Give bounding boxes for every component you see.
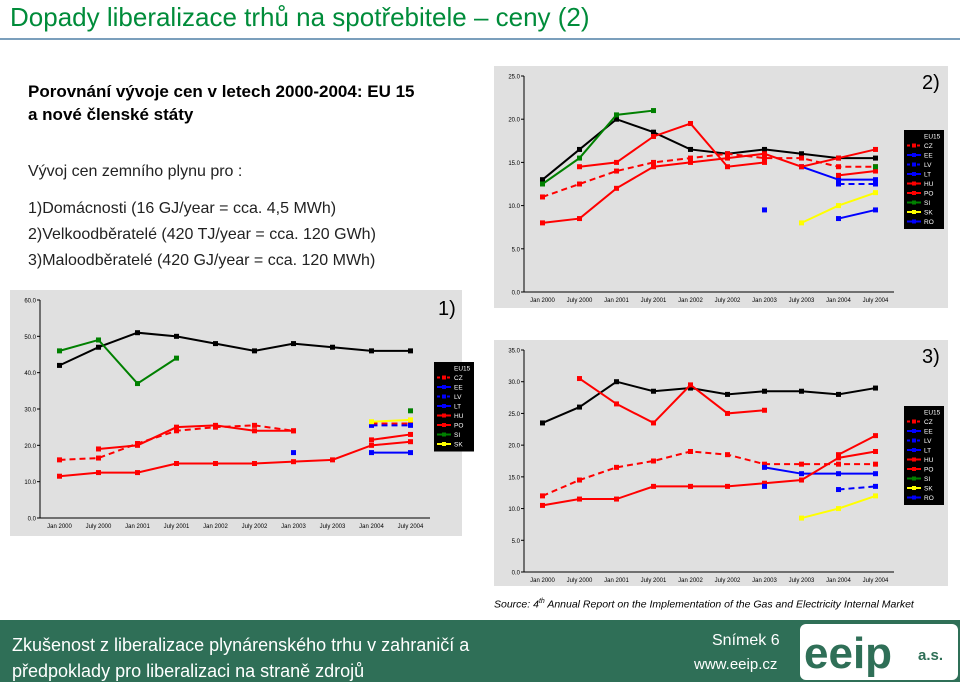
series-si-point [96, 337, 101, 342]
series-po-point [213, 423, 218, 428]
y-tick-label: 60.0 [24, 298, 36, 305]
legend-label-si: SI [454, 432, 461, 439]
legend-marker-ee [442, 385, 446, 389]
series-cz-point [540, 493, 545, 498]
series-eu15-point [762, 147, 767, 152]
series-ro-line [839, 210, 876, 219]
title-divider [0, 38, 960, 40]
series-si-point [57, 348, 62, 353]
x-tick-label: Jan 2000 [47, 524, 72, 530]
series-hu-point [873, 449, 878, 454]
legend-marker-ro [912, 496, 916, 500]
y-tick-label: 0.0 [27, 516, 36, 523]
chart-large-consumers [494, 66, 948, 308]
x-tick-label: Jan 2002 [678, 578, 703, 584]
legend-marker-sk [912, 486, 916, 490]
legend-label-sk: SK [924, 485, 933, 493]
series-hu-point [799, 478, 804, 483]
legend-marker-cz [912, 144, 916, 148]
x-tick-label: July 2001 [163, 524, 190, 530]
intro-text: Vývoj cen zemního plynu pro : [28, 163, 243, 180]
series-hu-point [213, 461, 218, 466]
legend-label-si: SI [924, 200, 931, 207]
series-eu15-point [369, 348, 374, 353]
series-po-point [725, 164, 730, 169]
series-sk [799, 493, 878, 520]
y-tick-label: 5.0 [511, 538, 520, 545]
chart-badge: 2) [922, 72, 940, 94]
series-po-point [577, 376, 582, 381]
x-tick-label: July 2000 [566, 578, 593, 584]
series-eu15-line [543, 119, 876, 179]
series-sk-point [799, 516, 804, 521]
x-tick-label: July 2000 [566, 298, 593, 304]
legend-label-hu: HU [924, 457, 934, 464]
series-po-point [836, 173, 841, 178]
legend-label-hu: HU [924, 181, 934, 188]
source-sup: th [538, 598, 545, 605]
y-tick-label: 20.0 [508, 117, 520, 124]
series-lt-point [873, 177, 878, 182]
y-tick-label: 0.0 [511, 290, 520, 297]
series-eu15 [540, 117, 878, 182]
series-cz-point [836, 462, 841, 467]
series-eu15-point [213, 341, 218, 346]
chart-households [10, 290, 471, 536]
legend-label-ee: EE [924, 152, 933, 160]
series-cz-point [57, 457, 62, 462]
chart-small-consumers [494, 340, 948, 586]
series-po-point [688, 121, 693, 126]
series-eu15-point [252, 348, 257, 353]
source-suffix: Annual Report on the Implementation of the Gas and Electricity Internal Market [544, 598, 914, 611]
legend-marker-hu [442, 414, 446, 418]
series-ro-point [762, 484, 767, 489]
series-po-point [762, 160, 767, 165]
x-tick-label: Jan 2000 [530, 298, 555, 304]
series-po-point [174, 425, 179, 430]
series-eu15-point [577, 147, 582, 152]
series-lv-point [873, 182, 878, 187]
series-sk-point [369, 419, 374, 424]
series-hu-point [135, 470, 140, 475]
x-tick-label: Jan 2001 [604, 578, 629, 584]
legend-marker-sk [442, 442, 446, 446]
series-eu15-point [873, 156, 878, 161]
series-hu-point [330, 457, 335, 462]
series-eu15-point [540, 177, 545, 182]
y-tick-label: 10.0 [24, 480, 36, 487]
legend-marker-si [912, 477, 916, 481]
y-tick-label: 10.0 [508, 507, 520, 514]
x-tick-label: July 2000 [85, 524, 112, 530]
legend-marker-si [912, 201, 916, 205]
series-lv [836, 484, 878, 492]
legend-marker-sk [912, 210, 916, 214]
series-po-point [135, 443, 140, 448]
slide-title: Dopady liberalizace trhů na spotřebitele – ceny (2) [10, 2, 590, 32]
series-hu-point [96, 470, 101, 475]
legend-label-eu15: EU15 [454, 365, 471, 373]
legend-marker-lv [912, 163, 916, 167]
legend-label-cz: CZ [924, 419, 933, 426]
section-heading-line-2: a nové členské státy [28, 105, 194, 124]
legend-marker-eu15 [442, 366, 446, 370]
series-sk-line [372, 420, 411, 422]
series-eu15-point [614, 379, 619, 384]
series-ee-point [291, 450, 296, 455]
series-eu15-point [408, 348, 413, 353]
source-prefix: Source: 4 [494, 598, 539, 611]
series-hu-point [577, 216, 582, 221]
series-lv [836, 182, 878, 187]
x-tick-label: July 2004 [862, 578, 889, 584]
series-eu15-point [799, 389, 804, 394]
x-tick-label: July 2004 [862, 298, 889, 304]
series-po-point [725, 411, 730, 416]
y-tick-label: 50.0 [24, 334, 36, 341]
series-ro-point [836, 216, 841, 221]
eeip-logo [800, 624, 958, 680]
series-hu-point [688, 484, 693, 489]
y-tick-label: 15.0 [508, 160, 520, 167]
series-sk-point [408, 417, 413, 422]
x-tick-label: Jan 2001 [125, 524, 150, 530]
x-tick-label: Jan 2002 [203, 524, 228, 530]
x-tick-label: July 2003 [319, 524, 346, 530]
legend-label-lv: LV [454, 394, 462, 401]
series-cz-point [799, 462, 804, 467]
chart-small-consumers-svg [494, 340, 948, 586]
series-eu15-point [57, 363, 62, 368]
series-hu-point [408, 439, 413, 444]
series-eu15-point [836, 392, 841, 397]
footer-caption-line-2: předpoklady pro liberalizaci na straně zdrojů [12, 661, 365, 681]
legend-label-lt: LT [924, 447, 932, 455]
series-si-point [614, 112, 619, 117]
series-po-point [369, 437, 374, 442]
series-sk-point [836, 203, 841, 208]
series-hu [57, 439, 413, 479]
series-po-point [614, 160, 619, 165]
series-cz-point [651, 459, 656, 464]
legend-marker-lt [912, 172, 916, 176]
list-item: 2)Velkoodběratelé (420 TJ/year = cca. 120 GWh) [28, 226, 376, 243]
x-tick-label: July 2001 [640, 298, 667, 304]
source-note [494, 598, 914, 611]
legend-marker-lv [442, 395, 446, 399]
section-heading-line-1: Porovnání vývoje cen v letech 2000-2004: EU 15 [28, 82, 415, 101]
series-cz-point [688, 449, 693, 454]
legend-marker-ee [912, 153, 916, 157]
series-hu-point [799, 164, 804, 169]
series-eu15-point [651, 389, 656, 394]
series-sk-point [836, 506, 841, 511]
series-cz-point [614, 169, 619, 174]
series-sk-point [873, 190, 878, 195]
x-tick-label: Jan 2004 [826, 578, 851, 584]
x-tick-label: Jan 2000 [530, 578, 555, 584]
y-tick-label: 25.0 [508, 74, 520, 81]
x-tick-label: July 2002 [714, 578, 741, 584]
series-hu-point [762, 151, 767, 156]
x-tick-label: July 2003 [788, 298, 815, 304]
series-eu15 [57, 330, 413, 368]
consumer-category-list [28, 196, 376, 274]
x-tick-label: July 2003 [788, 578, 815, 584]
y-tick-label: 25.0 [508, 411, 520, 418]
legend-label-ee: EE [454, 384, 463, 392]
series-ro-point [873, 207, 878, 212]
series-hu-line [543, 451, 876, 505]
series-hu-point [614, 186, 619, 191]
legend-label-eu15: EU15 [924, 409, 941, 417]
y-tick-label: 10.0 [508, 204, 520, 211]
legend-label-cz: CZ [924, 143, 933, 150]
series-ee-point [408, 450, 413, 455]
series-eu15-point [174, 334, 179, 339]
series-po-point [873, 169, 878, 174]
series-lv-line [839, 486, 876, 489]
x-tick-label: July 2004 [397, 524, 424, 530]
legend-label-ro: RO [924, 219, 934, 226]
x-tick-label: July 2001 [640, 578, 667, 584]
y-tick-label: 20.0 [24, 443, 36, 450]
series-po-point [408, 432, 413, 437]
series-lt [762, 465, 878, 476]
legend-marker-hu [912, 182, 916, 186]
series-po-line [580, 379, 765, 423]
legend-marker-lt [912, 448, 916, 452]
x-tick-label: Jan 2003 [281, 524, 306, 530]
series-cz-point [614, 465, 619, 470]
series-hu-point [540, 220, 545, 225]
legend-marker-ro [912, 220, 916, 224]
series-po-point [688, 382, 693, 387]
y-tick-label: 30.0 [508, 380, 520, 387]
series-cz-point [762, 156, 767, 161]
series-po-point [614, 401, 619, 406]
series-cz-point [836, 164, 841, 169]
website-link[interactable]: www.eeip.cz [694, 656, 778, 673]
series-hu-point [369, 443, 374, 448]
footer-caption [12, 632, 469, 684]
series-eu15-point [799, 151, 804, 156]
series-hu-point [614, 497, 619, 502]
series-lt-point [836, 471, 841, 476]
legend-label-po: PO [924, 190, 934, 198]
series-si-point [135, 381, 140, 386]
x-tick-label: July 2002 [241, 524, 268, 530]
x-tick-label: July 2002 [714, 298, 741, 304]
series-eu15-point [330, 345, 335, 350]
series-hu-point [725, 156, 730, 161]
series-si-point [651, 108, 656, 113]
legend-label-sk: SK [924, 209, 933, 217]
chart-badge: 3) [922, 346, 940, 368]
series-ro-point [762, 207, 767, 212]
series-si-point [873, 164, 878, 169]
legend-label-lt: LT [924, 171, 932, 179]
logo-suffix: a.s. [918, 647, 944, 664]
series-po-line [839, 171, 876, 175]
series-lv-point [408, 423, 413, 428]
legend-label-sk: SK [454, 441, 463, 449]
series-po-point [651, 134, 656, 139]
x-tick-label: Jan 2002 [678, 298, 703, 304]
series-si-point [577, 156, 582, 161]
series-eu15-point [725, 392, 730, 397]
legend-marker-ee [912, 429, 916, 433]
series-po-point [577, 164, 582, 169]
series-po-point [291, 428, 296, 433]
series-cz-point [799, 156, 804, 161]
series-lv-point [873, 484, 878, 489]
series-si-point [408, 408, 413, 413]
x-tick-label: Jan 2003 [752, 578, 777, 584]
legend-label-lv: LV [924, 162, 932, 169]
legend-marker-po [912, 191, 916, 195]
chart-large-consumers-svg [494, 66, 948, 308]
chart-households-svg [10, 290, 471, 536]
y-tick-label: 30.0 [24, 407, 36, 414]
x-tick-label: Jan 2004 [359, 524, 384, 530]
series-eu15-point [651, 130, 656, 135]
series-cz-point [252, 423, 257, 428]
legend-marker-lv [912, 439, 916, 443]
series-hu-point [836, 156, 841, 161]
series-po-line [372, 434, 411, 439]
series-po-point [762, 408, 767, 413]
logo-wordmark: eeip [804, 629, 893, 678]
x-tick-label: Jan 2004 [826, 298, 851, 304]
series-lt-point [799, 471, 804, 476]
legend-marker-eu15 [912, 410, 916, 414]
series-sk-point [873, 493, 878, 498]
y-tick-label: 35.0 [508, 348, 520, 355]
series-hu-point [291, 459, 296, 464]
series-lt-point [762, 465, 767, 470]
legend-marker-si [442, 433, 446, 437]
series-cz-point [540, 194, 545, 199]
series-eu15-point [577, 405, 582, 410]
series-eu15-point [96, 345, 101, 350]
series-hu-point [651, 484, 656, 489]
series-si-line [60, 340, 177, 384]
legend-label-hu: HU [454, 413, 464, 420]
series-cz-point [725, 151, 730, 156]
series-lt-point [873, 471, 878, 476]
series-hu-point [725, 484, 730, 489]
y-tick-label: 0.0 [511, 570, 520, 577]
series-ro [762, 484, 767, 489]
series-po-point [836, 452, 841, 457]
legend-label-lv: LV [924, 438, 932, 445]
series-hu-point [252, 461, 257, 466]
series-cz-point [725, 452, 730, 457]
series-hu-point [577, 497, 582, 502]
list-item: 1)Domácnosti (16 GJ/year = cca. 4,5 MWh) [28, 200, 337, 217]
series-eu15-point [873, 386, 878, 391]
legend-label-cz: CZ [454, 375, 463, 382]
series-eu15-point [291, 341, 296, 346]
list-item: 3)Maloodběratelé (420 GJ/year = cca. 120 MWh) [28, 252, 376, 269]
series-lv-point [836, 182, 841, 187]
y-tick-label: 5.0 [511, 247, 520, 254]
legend-label-po: PO [924, 466, 934, 474]
series-eu15-point [762, 389, 767, 394]
chart-badge: 1) [438, 298, 456, 320]
legend-marker-po [442, 423, 446, 427]
series-sk-point [799, 220, 804, 225]
series-hu-point [873, 147, 878, 152]
legend-marker-cz [912, 420, 916, 424]
series-eu15-point [688, 147, 693, 152]
series-hu-point [688, 160, 693, 165]
series-hu-point [651, 164, 656, 169]
series-hu [540, 147, 878, 225]
series-po-point [96, 446, 101, 451]
series-eu15-point [135, 330, 140, 335]
series-hu [540, 449, 878, 508]
series-eu15-point [540, 420, 545, 425]
series-cz-point [873, 462, 878, 467]
legend-marker-po [912, 467, 916, 471]
series-si-point [540, 182, 545, 187]
series-cz-point [651, 160, 656, 165]
footer-caption-line-1: Zkušenost z liberalizace plynárenského trhu v zahraničí a [12, 635, 470, 655]
series-eu15-line [60, 333, 411, 366]
series-po [577, 376, 878, 457]
y-tick-label: 40.0 [24, 371, 36, 378]
series-cz-point [688, 156, 693, 161]
series-hu-point [174, 461, 179, 466]
legend-label-eu15: EU15 [924, 133, 941, 141]
series-ee-point [369, 450, 374, 455]
legend-marker-lt [442, 404, 446, 408]
y-tick-label: 20.0 [508, 443, 520, 450]
legend-marker-cz [442, 376, 446, 380]
series-po-point [252, 428, 257, 433]
series-hu-point [57, 474, 62, 479]
legend-label-po: PO [454, 422, 464, 430]
legend-marker-hu [912, 458, 916, 462]
series-cz-point [577, 478, 582, 483]
series-lv-point [836, 487, 841, 492]
x-tick-label: Jan 2003 [752, 298, 777, 304]
series-cz-point [96, 456, 101, 461]
series-cz-point [577, 182, 582, 187]
x-tick-label: Jan 2001 [604, 298, 629, 304]
series-hu-point [540, 503, 545, 508]
legend-label-ee: EE [924, 428, 933, 436]
legend-label-ro: RO [924, 495, 934, 502]
series-po-point [873, 433, 878, 438]
legend-label-si: SI [924, 476, 931, 483]
legend-label-lt: LT [454, 403, 462, 411]
legend-marker-eu15 [912, 134, 916, 138]
section-heading [28, 80, 414, 126]
series-po-point [651, 420, 656, 425]
slide-number: Snímek 6 [712, 632, 780, 649]
series-lt-point [836, 177, 841, 182]
y-tick-label: 15.0 [508, 475, 520, 482]
series-si-point [174, 356, 179, 361]
